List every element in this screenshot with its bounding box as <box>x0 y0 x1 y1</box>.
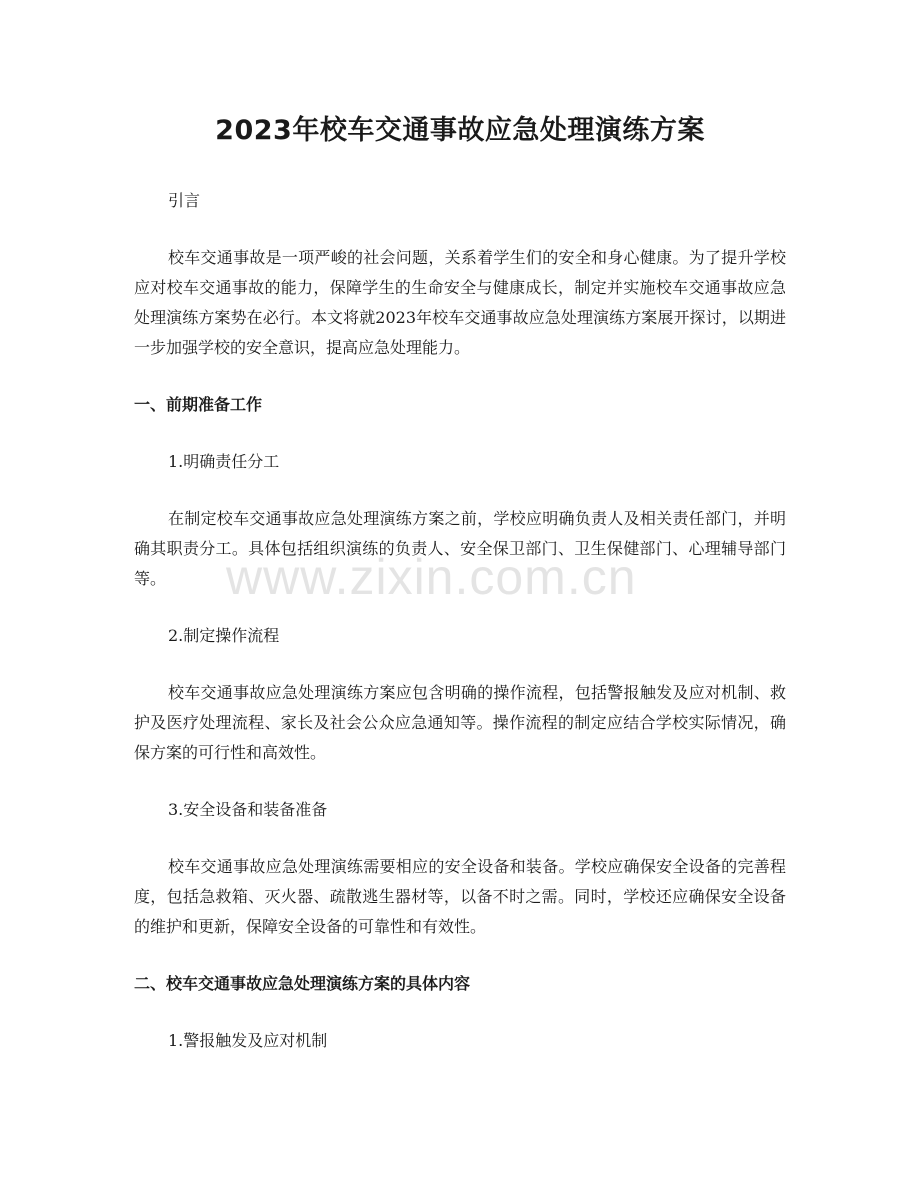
section-heading-2: 二、校车交通事故应急处理演练方案的具体内容 <box>134 974 471 993</box>
subheading-1-3: 3.安全设备和装备准备 <box>168 800 328 819</box>
paragraph-1-3: 校车交通事故应急处理演练需要相应的安全设备和装备。学校应确保安全设备的完善程度，包括急救箱、灭火器、疏散逃生器材等，以备不时之需。同时，学校还应确保安全设备的维护和更新，保障安全设备的可靠性和有效性。 <box>134 857 786 936</box>
subheading-1-1: 1.明确责任分工 <box>168 452 280 471</box>
intro-label: 引言 <box>168 191 201 210</box>
watermark: www.zixin.com.cn <box>226 549 637 605</box>
paragraph-1-2: 校车交通事故应急处理演练方案应包含明确的操作流程，包括警报触发及应对机制、救护及医疗处理流程、家长及社会公众应急通知等。操作流程的制定应结合学校实际情况，确保方案的可行性和高效性。 <box>134 683 786 762</box>
paragraph-1-1: 在制定校车交通事故应急处理演练方案之前，学校应明确负责人及相关责任部门，并明确其职责分工。具体包括组织演练的负责人、安全保卫部门、卫生保健部门、心理辅导部门等。 <box>134 509 786 588</box>
intro-paragraph: 校车交通事故是一项严峻的社会问题，关系着学生们的安全和身心健康。为了提升学校应对校车交通事故的能力，保障学生的生命安全与健康成长，制定并实施校车交通事故应急处理演练方案势在必行。本文将就2023年校车交通事故应急处理演练方案展开探讨，以期进一步加强学校的安全意识，提高应急处理能力。 <box>134 248 786 357</box>
section-heading-1: 一、前期准备工作 <box>134 395 263 414</box>
document-title: 2023年校车交通事故应急处理演练方案 <box>215 115 705 146</box>
subheading-1-2: 2.制定操作流程 <box>168 626 280 645</box>
subheading-2-1: 1.警报触发及应对机制 <box>168 1031 328 1050</box>
document-body <box>134 186 786 1083</box>
